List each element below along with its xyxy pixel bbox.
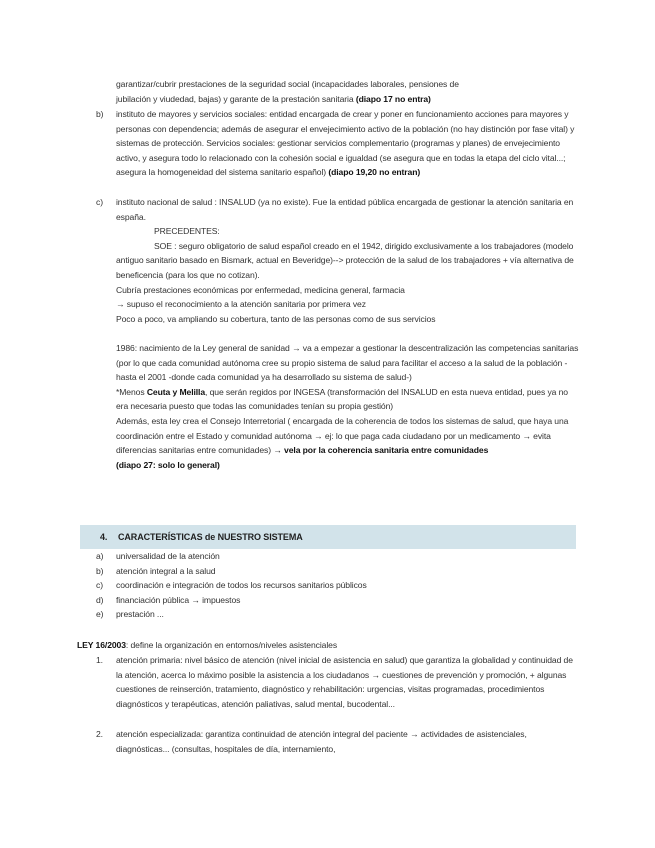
list-item: b) atención integral a la salud xyxy=(96,565,216,576)
section-4-list xyxy=(96,549,576,622)
menos-paragraph: *Menos Ceuta y Melilla, que serán regidos por INGESA (transformación del INSALUD en esta nueva entidad, pues ya no era necesaria puesto que todas las comunidades tenían su propia gestión) xyxy=(116,386,568,412)
item-b-text: instituto de mayores y servicios sociales: entidad encargada de crear y poner en funcionamiento acciones para mayores y personas con dependencia; además de asegurar el envejecimiento activo de la población (no hay distinción por fase vital) y sistemas de protección. Servicios sociales: gestionar servicios complementario (programas y planes) de envejecimiento activo, y asegura todo lo relacionado con la cohesión social e igualdad (se asegura que en todas la etapa del ciclo vital...; asegura la homogeneidad del sistema sanitario español) xyxy=(116,109,575,178)
soe-paragraph: SOE : seguro obligatorio de salud español creado en el 1942, dirigido exclusivamente a los trabajadores (modelo antiguo sanitario basado en Bismark, actual en Beveridge)--> protección de la salud de los trabajadores + vía alternativa de beneficencia (para los que no cotizan). xyxy=(116,240,574,280)
ademas-paragraph: Además, esta ley crea el Consejo Interretorial ( encargada de la coherencia de todos los sistemas de salud, que haya una coordinación entre el Estado y comunidad autónoma → ej: lo que paga cada ciudadano por un medicamento → evita diferencias sanitarias entre comunidades) → vela por la coherencia sanitaria entre comunidades xyxy=(116,415,569,456)
item-c-marker: c) xyxy=(96,197,103,207)
ley-item-1: atención primaria: nivel básico de atención (nivel inicial de asistencia en salud) que garantiza la globalidad y continuidad de la atención, acerca lo máximo posible la asistencia a los ciudadanos → cuestiones de prevención y promoción, + algunas cuestiones de reinserción, tratamiento, diagnóstico y rehabilitación: urgencias, visitas programadas, procedimientos diagnósticos y terapéuticas, atención paliativas, salud mental, bucodental... xyxy=(116,655,573,709)
section-4-header xyxy=(80,525,576,549)
item-b-marker: b) xyxy=(96,109,104,119)
ley-label: LEY 16/2003 xyxy=(77,640,126,650)
item-c-text: instituto nacional de salud : INSALUD (ya no existe). Fue la entidad pública encargada de gestionar la atención sanitaria en españa. xyxy=(116,197,574,222)
list-item: d) financiación pública → impuestos xyxy=(96,594,241,605)
supuso-line: → supuso el reconocimiento a la atención sanitaria por primera vez xyxy=(116,299,366,310)
section-4-number: 4. xyxy=(100,532,108,542)
cont-line-2: jubilación y viudedad, bajas) y garante de la prestación sanitaria (diapo 17 no entra) xyxy=(116,93,431,104)
poco-line: Poco a poco, va ampliando su cobertura, tanto de las personas como de sus servicios xyxy=(116,313,436,324)
ley-item-1-marker: 1. xyxy=(96,655,103,665)
ley-item-2: atención especializada: garantiza continuidad de atención integral del paciente → actividades de asistenciales, diagnósticas... (consultas, hospitales de día, internamiento, xyxy=(116,729,527,754)
section-4-title: CARACTERÍSTICAS de NUESTRO SISTEMA xyxy=(118,532,303,542)
precedentes-label: PRECEDENTES: xyxy=(154,226,220,237)
list-item: a) universalidad de la atención xyxy=(96,551,220,561)
cubria-line: Cubría prestaciones económicas por enfermedad, medicina general, farmacia xyxy=(116,284,405,295)
list-item: e) prestación ... xyxy=(96,609,164,620)
ley-item-2-marker: 2. xyxy=(96,729,103,739)
ley-1986-paragraph: 1986: nacimiento de la Ley general de sanidad → va a empezar a gestionar la descentralización las competencias sanitarias (por lo que cada comunidad autónoma cree su propio sistema de salud para facilitar el acceso a la salud de la población -hasta el 2001 -donde cada comunidad ya ha desarrollado su sistema de salud-) xyxy=(116,342,579,383)
item-a-continuation xyxy=(116,77,580,106)
list-item: c) coordinación e integración de todos los recursos sanitarios públicos xyxy=(96,580,367,591)
item-c xyxy=(116,195,580,472)
ley-text: : define la organización en entornos/niveles asistenciales xyxy=(125,640,338,650)
ley-16-2003-heading xyxy=(77,638,577,653)
cont-line-1: garantizar/cubrir prestaciones de la seguridad social (incapacidades laborales, pensiones de xyxy=(116,79,459,89)
item-b xyxy=(116,107,582,180)
item-b-bold: (diapo 19,20 no entran) xyxy=(328,167,421,178)
diapo-27-note: (diapo 27: solo lo general) xyxy=(116,459,220,470)
